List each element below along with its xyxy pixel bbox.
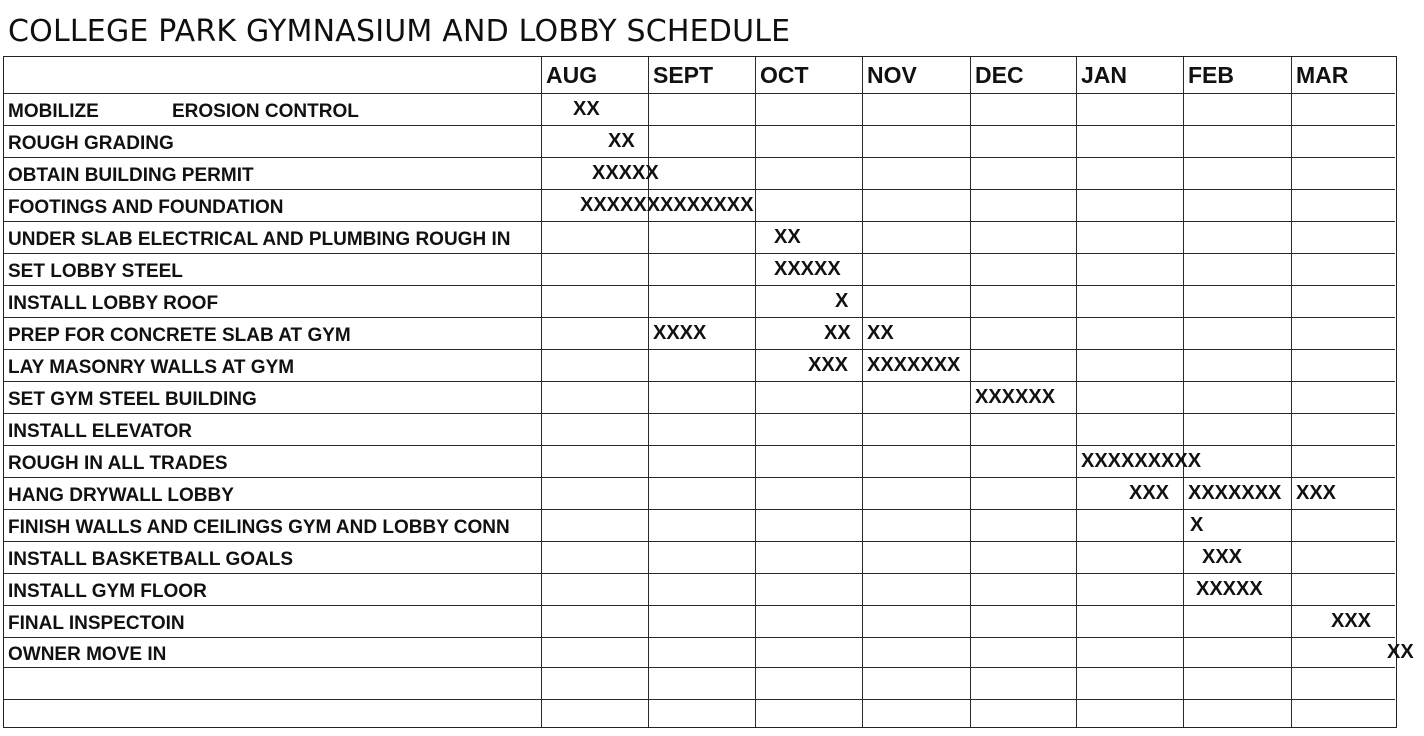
schedule-mark: XX [608, 130, 635, 152]
task-label: INSTALL BASKETBALL GOALS [8, 549, 293, 570]
row-divider [4, 667, 1395, 668]
row-divider [4, 189, 1395, 190]
task-label: LAY MASONRY WALLS AT GYM [8, 357, 295, 378]
schedule-mark: XXXXX [592, 162, 659, 184]
task-label: FINISH WALLS AND CEILINGS GYM AND LOBBY CONN [8, 517, 510, 538]
schedule-mark: XX [1387, 641, 1414, 663]
task-label: SET LOBBY STEEL [8, 261, 183, 282]
row-divider [4, 573, 1395, 574]
task-label: SET GYM STEEL BUILDING [8, 389, 257, 410]
task-label: ROUGH IN ALL TRADES [8, 453, 228, 474]
month-header-jan: JAN [1081, 62, 1128, 88]
task-label: INSTALL ELEVATOR [8, 421, 193, 442]
schedule-mark: XXXXXXX [867, 354, 961, 376]
task-label: MOBILIZE [8, 101, 99, 122]
schedule-mark: XXXXXXXXX [1081, 450, 1202, 472]
row-divider [4, 317, 1395, 318]
schedule-mark: XXXXXX [975, 386, 1056, 408]
task-label: OWNER MOVE IN [8, 644, 167, 665]
column-divider [862, 57, 863, 727]
schedule-mark: XXXX [653, 322, 707, 344]
schedule-mark: XX [573, 98, 600, 120]
column-divider [1076, 57, 1077, 727]
row-divider [4, 541, 1395, 542]
row-divider [4, 699, 1395, 700]
schedule-mark: XX [824, 322, 851, 344]
task-label: INSTALL GYM FLOOR [8, 581, 207, 602]
column-divider [541, 57, 542, 727]
schedule-mark: XXXXX [774, 258, 841, 280]
schedule-mark: XXX [1296, 482, 1337, 504]
month-header-sept: SEPT [653, 62, 714, 88]
schedule-mark: XXX [1129, 482, 1170, 504]
task-label: ROUGH GRADING [8, 133, 174, 154]
month-header-feb: FEB [1188, 62, 1234, 88]
month-header-mar: MAR [1296, 62, 1349, 88]
row-divider [4, 221, 1395, 222]
row-divider [4, 285, 1395, 286]
month-header-aug: AUG [546, 62, 598, 88]
month-header-dec: DEC [975, 62, 1024, 88]
row-divider [4, 445, 1395, 446]
column-divider [755, 57, 756, 727]
row-divider [4, 253, 1395, 254]
task-label: PREP FOR CONCRETE SLAB AT GYM [8, 325, 351, 346]
column-divider [1291, 57, 1292, 727]
column-divider [648, 57, 649, 727]
schedule-mark: X [835, 290, 849, 312]
task-label: INSTALL LOBBY ROOF [8, 293, 219, 314]
task-label: FOOTINGS AND FOUNDATION [8, 197, 284, 218]
row-divider [4, 349, 1395, 350]
schedule-mark: XXX [1331, 610, 1372, 632]
row-divider [4, 477, 1395, 478]
task-label: FINAL INSPECTOIN [8, 613, 185, 634]
task-label: UNDER SLAB ELECTRICAL AND PLUMBING ROUGH IN [8, 229, 511, 250]
page-title: COLLEGE PARK GYMNASIUM AND LOBBY SCHEDULE [8, 14, 791, 49]
schedule-mark: XX [774, 226, 801, 248]
row-divider [4, 605, 1395, 606]
month-header-nov: NOV [867, 62, 917, 88]
schedule-mark: XXX [808, 354, 849, 376]
row-divider [4, 637, 1395, 638]
schedule-mark: XX [867, 322, 894, 344]
row-divider [4, 125, 1395, 126]
row-divider [4, 157, 1395, 158]
schedule-mark: XXXXXXX [1188, 482, 1282, 504]
row-divider [4, 509, 1395, 510]
schedule-mark: XXXXX [1196, 578, 1263, 600]
schedule-mark: XXXXXXXXXXXXX [580, 194, 754, 216]
row-divider [4, 381, 1395, 382]
column-divider [1183, 57, 1184, 727]
schedule-mark: XXX [1202, 546, 1243, 568]
schedule-table [3, 56, 1414, 728]
task-sublabel: EROSION CONTROL [172, 101, 359, 122]
task-label: OBTAIN BUILDING PERMIT [8, 165, 254, 186]
schedule-mark: X [1190, 514, 1204, 536]
task-label: HANG DRYWALL LOBBY [8, 485, 234, 506]
month-header-oct: OCT [760, 62, 809, 88]
row-divider [4, 93, 1395, 94]
row-divider [4, 413, 1395, 414]
column-divider [970, 57, 971, 727]
